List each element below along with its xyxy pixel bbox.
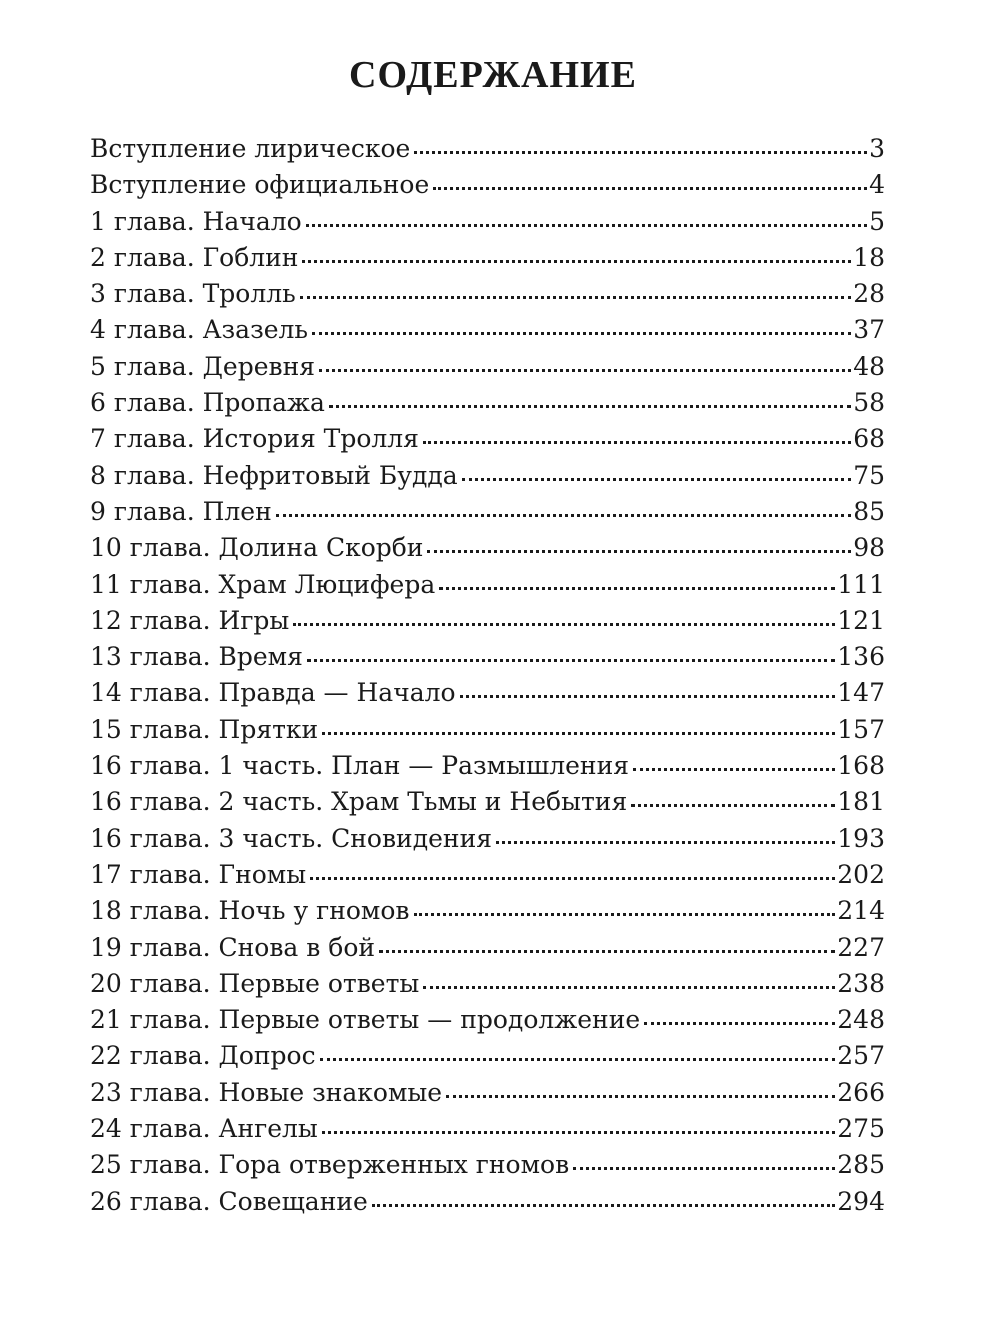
toc-entry-page-number: 28 (853, 279, 885, 309)
dot-leader (322, 732, 835, 735)
page-title: СОДЕРЖАНИЕ (349, 54, 637, 96)
toc-entry-title: 9 глава. Плен (90, 496, 272, 526)
toc-entry-2[interactable] (90, 167, 885, 203)
toc-entry-title: 14 глава. Правда — Начало (90, 678, 456, 708)
toc-entry-title: 17 глава. Гномы (90, 859, 307, 889)
dot-leader (439, 587, 835, 590)
dot-leader (414, 913, 836, 916)
toc-entry-page-number: 168 (837, 751, 885, 781)
toc-entry-7[interactable] (90, 349, 885, 385)
toc-entry-8[interactable] (90, 385, 885, 421)
toc-entry-title: 26 глава. Совещание (90, 1186, 368, 1216)
toc-entry-page-number: 3 (869, 134, 885, 163)
toc-entry-16[interactable] (90, 675, 885, 711)
toc-entry-title: 5 глава. Деревня (90, 351, 316, 381)
toc-entry-title: 2 глава. Гоблин (90, 242, 299, 272)
toc-entry-title: 13 глава. Время (90, 642, 303, 672)
toc-entry-21[interactable] (90, 857, 885, 893)
toc-entry-28[interactable] (90, 1111, 885, 1147)
toc-entry-9[interactable] (90, 421, 885, 457)
toc-entry-3[interactable] (90, 204, 885, 240)
toc-entry-page-number: 136 (837, 642, 885, 672)
dot-leader (379, 950, 835, 953)
toc-entry-title: Вступление лирическое (90, 134, 411, 163)
toc-entry-page-number: 214 (837, 896, 885, 926)
dot-leader (633, 768, 835, 771)
toc-entry-5[interactable] (90, 276, 885, 312)
toc-entry-title: 4 глава. Азазель (90, 315, 309, 345)
dot-leader (307, 659, 835, 662)
toc-entry-title: 11 глава. Храм Люцифера (90, 569, 436, 599)
toc-entry-page-number: 181 (837, 787, 885, 817)
dot-leader (496, 841, 835, 844)
dot-leader (312, 332, 851, 335)
toc-entry-24[interactable] (90, 966, 885, 1002)
dot-leader (423, 986, 835, 989)
toc-entry-title: 24 глава. Ангелы (90, 1114, 318, 1144)
toc-entry-title: 16 глава. 1 часть. План — Размышления (90, 751, 630, 781)
dot-leader (310, 877, 835, 880)
toc-entry-page-number: 111 (837, 569, 885, 599)
toc-entry-title: 23 глава. Новые знакомые (90, 1077, 443, 1107)
toc-entry-title: 8 глава. Нефритовый Будда (90, 460, 458, 490)
toc-entry-26[interactable] (90, 1038, 885, 1074)
toc-entry-title: 10 глава. Долина Скорби (90, 533, 424, 563)
toc-entry-page-number: 202 (837, 859, 885, 889)
dot-leader (462, 478, 852, 481)
dot-leader (276, 514, 851, 517)
toc-entry-title: Вступление официальное (90, 170, 430, 200)
dot-leader (631, 804, 835, 807)
dot-leader (427, 550, 851, 553)
dot-leader (322, 1131, 835, 1134)
toc-entry-25[interactable] (90, 1002, 885, 1038)
toc-entry-page-number: 75 (853, 460, 885, 490)
dot-leader (446, 1095, 835, 1098)
toc-entry-page-number: 37 (853, 315, 885, 345)
dot-leader (306, 224, 867, 227)
toc-entry-27[interactable] (90, 1075, 885, 1111)
toc-entry-page-number: 238 (837, 968, 885, 998)
toc-entry-11[interactable] (90, 494, 885, 530)
toc-entry-page-number: 157 (837, 714, 885, 744)
toc-entry-title: 6 глава. Пропажа (90, 388, 325, 418)
toc-entry-12[interactable] (90, 530, 885, 566)
toc-entry-page-number: 18 (853, 242, 885, 272)
toc-entry-19[interactable] (90, 784, 885, 820)
dot-leader (329, 405, 851, 408)
toc-entry-page-number: 58 (853, 388, 885, 418)
toc-entry-18[interactable] (90, 748, 885, 784)
toc-entry-page-number: 121 (837, 605, 885, 635)
toc-entry-29[interactable] (90, 1147, 885, 1183)
toc-entry-13[interactable] (90, 567, 885, 603)
toc-entry-page-number: 48 (853, 351, 885, 381)
toc-entry-page-number: 275 (837, 1114, 885, 1144)
toc-entry-page-number: 85 (853, 496, 885, 526)
toc-entry-title: 19 глава. Снова в бой (90, 932, 376, 962)
dot-leader (300, 296, 851, 299)
toc-entry-22[interactable] (90, 893, 885, 929)
toc-entry-title: 3 глава. Тролль (90, 279, 296, 309)
toc-entry-page-number: 5 (869, 206, 885, 236)
toc-entry-page-number: 257 (837, 1041, 885, 1071)
toc-entry-page-number: 227 (837, 932, 885, 962)
toc-entry-title: 16 глава. 3 часть. Сновидения (90, 823, 493, 853)
toc-entry-1[interactable] (90, 131, 885, 167)
dot-leader (293, 623, 835, 626)
toc-entry-title: 25 глава. Гора отверженных гномов (90, 1150, 570, 1180)
toc-entry-title: 21 глава. Первые ответы — продолжение (90, 1005, 641, 1035)
toc-entry-30[interactable] (90, 1184, 885, 1220)
dot-leader (414, 151, 867, 154)
dot-leader (423, 441, 851, 444)
toc-entry-page-number: 193 (837, 823, 885, 853)
toc-entry-page-number: 98 (853, 533, 885, 563)
toc-entry-page-number: 294 (837, 1186, 885, 1216)
toc-entry-23[interactable] (90, 930, 885, 966)
toc-entry-page-number: 285 (837, 1150, 885, 1180)
dot-leader (302, 260, 851, 263)
dot-leader (320, 1058, 836, 1061)
dot-leader (433, 187, 867, 190)
toc-entry-title: 16 глава. 2 часть. Храм Тьмы и Небытия (90, 787, 628, 817)
toc-entry-title: 20 глава. Первые ответы (90, 968, 420, 998)
toc-entry-page-number: 68 (853, 424, 885, 454)
dot-leader (573, 1167, 835, 1170)
dot-leader (644, 1022, 835, 1025)
toc-entry-page-number: 147 (837, 678, 885, 708)
table-of-contents (90, 131, 885, 1220)
toc-entry-page-number: 266 (837, 1077, 885, 1107)
toc-entry-6[interactable] (90, 312, 885, 348)
dot-leader (372, 1204, 835, 1207)
toc-entry-4[interactable] (90, 240, 885, 276)
toc-entry-page-number: 4 (869, 170, 885, 200)
toc-entry-title: 7 глава. История Тролля (90, 424, 419, 454)
toc-entry-title: 18 глава. Ночь у гномов (90, 896, 410, 926)
toc-entry-title: 15 глава. Прятки (90, 714, 319, 744)
toc-entry-15[interactable] (90, 639, 885, 675)
toc-entry-title: 1 глава. Начало (90, 206, 302, 236)
dot-leader (460, 695, 836, 698)
toc-entry-title: 22 глава. Допрос (90, 1041, 316, 1071)
toc-entry-14[interactable] (90, 603, 885, 639)
toc-entry-17[interactable] (90, 712, 885, 748)
toc-entry-10[interactable] (90, 458, 885, 494)
toc-entry-page-number: 248 (837, 1005, 885, 1035)
toc-entry-20[interactable] (90, 821, 885, 857)
toc-entry-title: 12 глава. Игры (90, 605, 290, 635)
dot-leader (319, 369, 851, 372)
